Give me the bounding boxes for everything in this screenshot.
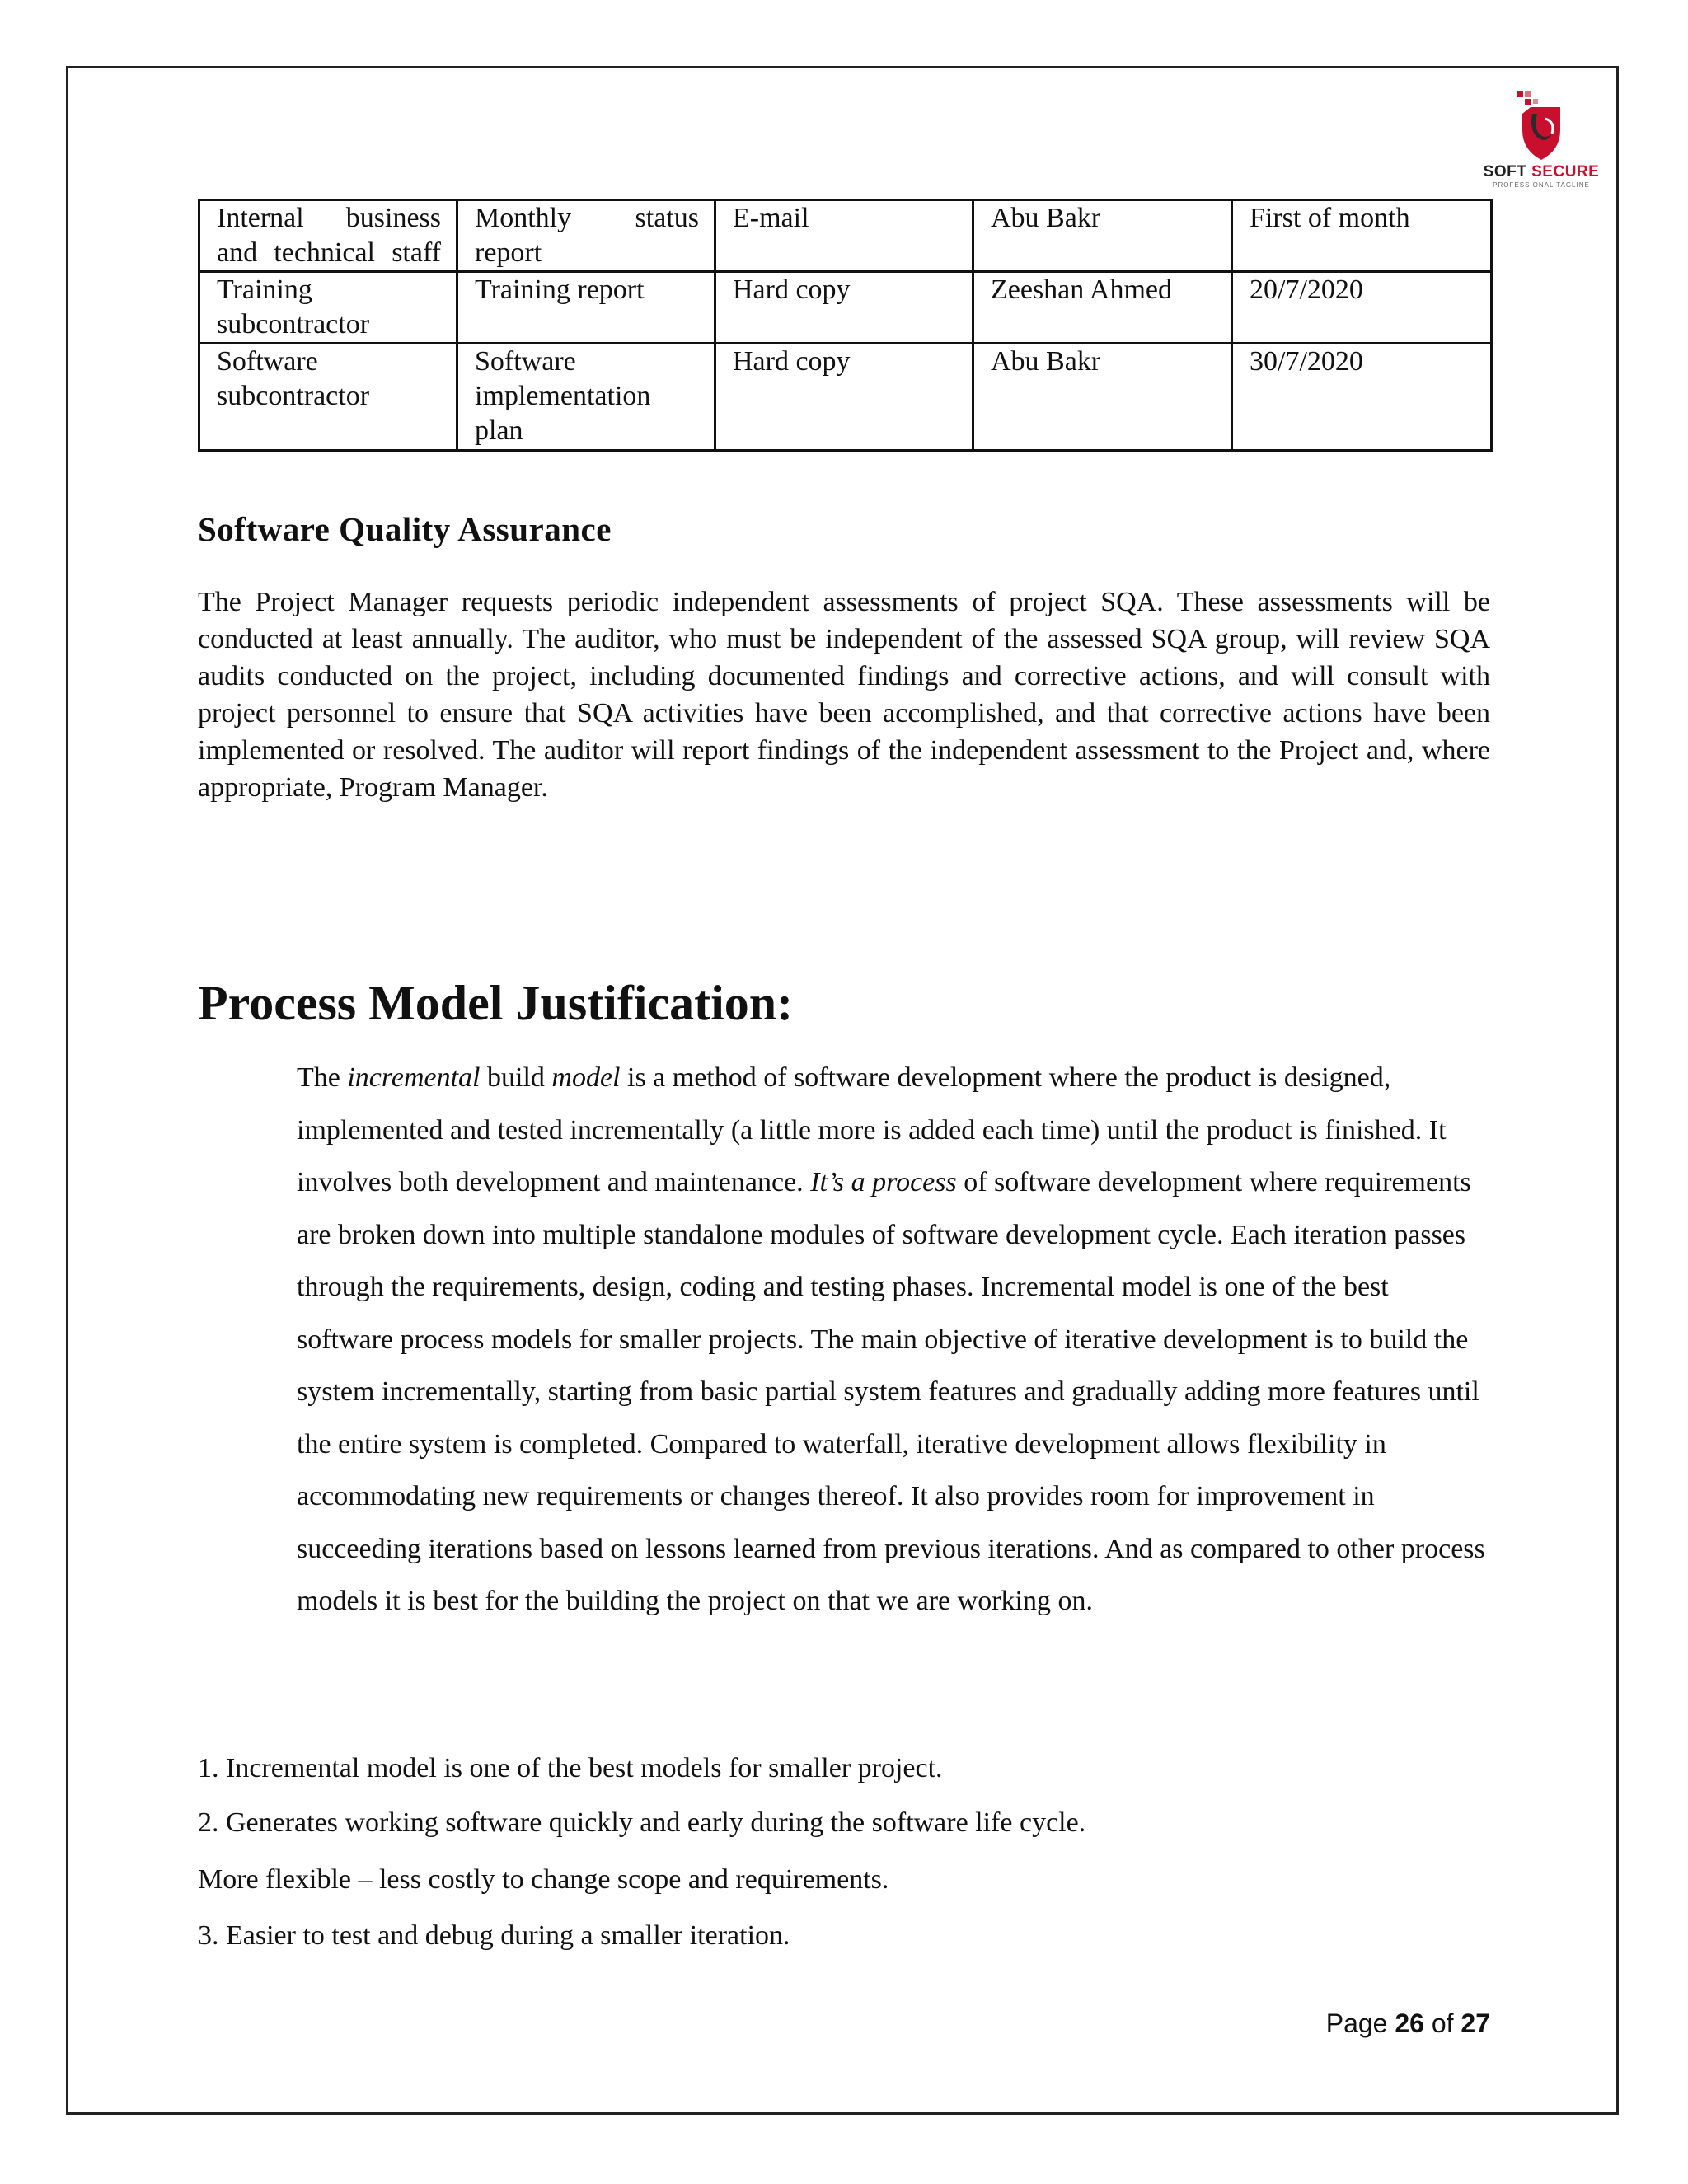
section-heading-sqa: Software Quality Assurance <box>198 510 612 548</box>
text-run: build <box>480 1062 552 1093</box>
page-of: of <box>1423 2008 1461 2038</box>
table-cell: Software implementation plan <box>457 344 715 451</box>
table-row <box>199 272 1492 344</box>
list-item: 3. Easier to test and debug during a smaller iteration. <box>198 1920 790 1951</box>
section-heading-process-model: Process Model Justification: <box>198 976 794 1030</box>
list-item: More flexible – less costly to change scope and requirements. <box>198 1864 889 1895</box>
table-cell: E-mail <box>715 200 973 272</box>
table-cell: Internal business and technical staff <box>199 200 457 272</box>
soft-secure-logo <box>1471 89 1611 188</box>
current-page: 26 <box>1395 2008 1424 2038</box>
page-label: Page <box>1325 2008 1395 2038</box>
table-cell: 30/7/2020 <box>1232 344 1492 451</box>
table-row <box>199 200 1492 272</box>
table-cell: Abu Bakr <box>973 200 1232 272</box>
table-row <box>199 344 1492 451</box>
page-number <box>1326 2008 1490 2039</box>
text-run-italic: It’s a process <box>810 1167 957 1197</box>
process-model-paragraph <box>297 1052 1490 1628</box>
sqa-paragraph: The Project Manager requests periodic independent assessments of project SQA. These assessments will be conducted at least annually. The auditor, who must be independent of the assessed SQA group, will review SQA audits conducted on the project, including documented findings and corrective actions, and will consult with project personnel to ensure that SQA activities have been accomplished, and that corrective actions have been implemented or resolved. The auditor will report findings of the independent assessment to the Project and, where appropriate, Program Manager. <box>198 587 1490 803</box>
list-item: 2. Generates working software quickly and early during the software life cycle. <box>198 1807 1086 1838</box>
table-cell: Hard copy <box>715 344 973 451</box>
text-run: The <box>297 1062 348 1093</box>
text-run: of software development where requirements are broken down into multiple standalone modules of software development cycle. Each iteration passes through the requirements, design, coding and testing phases. Incremental model is one of the best software process models for smaller projects. The main objective of iterative development is to build the system incrementally, starting from basic partial system features and gradually adding more features until the entire system is completed. Compared to waterfall, iterative development allows flexibility in accommodating new requirements or changes thereof. It also provides room for improvement in succeeding iterations based on lessons learned from previous iterations. And as compared to other process models it is best for the building the project on that we are working on. <box>297 1167 1485 1616</box>
shield-logo-icon <box>1471 89 1611 163</box>
table-cell: Hard copy <box>715 272 973 344</box>
table-cell: Abu Bakr <box>973 344 1232 451</box>
table-cell: Software subcontractor <box>199 344 457 451</box>
table-cell: Training subcontractor <box>199 272 457 344</box>
logo-word-secure: SECURE <box>1531 163 1600 180</box>
communication-table <box>198 199 1493 452</box>
table-cell: First of month <box>1232 200 1492 272</box>
table-cell: Zeeshan Ahmed <box>973 272 1232 344</box>
list-item: 1. Incremental model is one of the best models for smaller project. <box>198 1753 943 1783</box>
text-run: is a method of software development where the product is designed, implemented and tested incrementally (a little more is added each time) until the product is finished. It involves both development and maintenance. <box>297 1062 1447 1197</box>
text-run-italic: incremental <box>347 1062 481 1093</box>
table-cell: Monthly status report <box>457 200 715 272</box>
logo-tagline: PROFESSIONAL TAGLINE <box>1493 181 1590 189</box>
table-cell: 20/7/2020 <box>1232 272 1492 344</box>
text-run-italic: model <box>551 1062 621 1093</box>
table-cell: Training report <box>457 272 715 344</box>
total-pages: 27 <box>1461 2008 1490 2038</box>
logo-word-soft: SOFT <box>1483 163 1527 180</box>
